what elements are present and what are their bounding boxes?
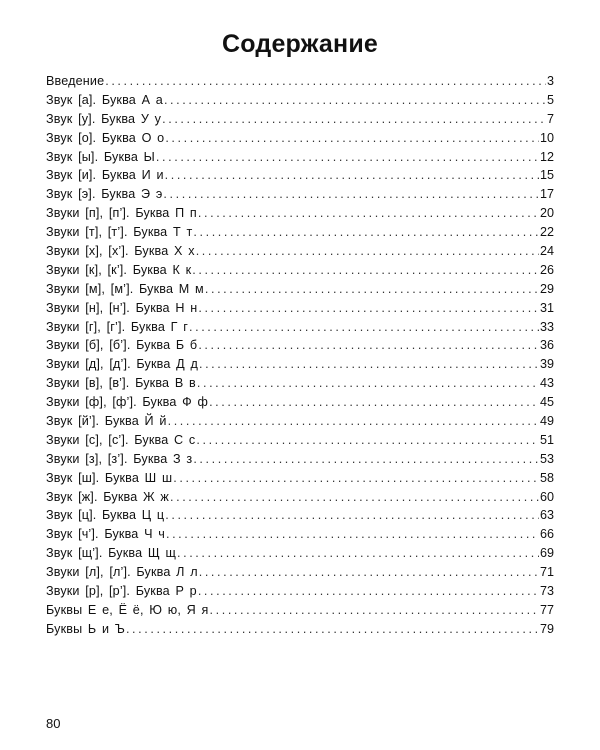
toc-entry-page: 51	[539, 432, 554, 447]
toc-entry-page: 17	[539, 187, 554, 202]
dot-leader	[198, 299, 539, 318]
toc-entry-page: 12	[539, 149, 554, 164]
toc-entry	[46, 620, 554, 639]
toc-entry	[46, 355, 554, 374]
toc-entry	[46, 525, 554, 544]
toc-entry	[46, 280, 554, 299]
dot-leader	[196, 431, 539, 450]
toc-entry	[46, 582, 554, 601]
page-title: Содержание	[221, 30, 379, 58]
dot-leader	[166, 525, 539, 544]
toc-entry-page: 49	[539, 414, 554, 429]
toc-entry-label: Звуки [б], [б’]. Буква Б б	[46, 338, 198, 353]
toc-entry	[46, 72, 554, 91]
dot-leader	[210, 601, 539, 620]
toc-entry-page: 77	[539, 602, 554, 617]
toc-entry	[46, 242, 554, 261]
dot-leader	[173, 469, 539, 488]
dot-leader	[177, 544, 539, 563]
toc-entry-page: 43	[539, 376, 554, 391]
dot-leader	[199, 355, 539, 374]
toc-entry	[46, 431, 554, 450]
dot-leader	[192, 261, 539, 280]
toc-entry-label: Звуки [в], [в’]. Буква В в	[46, 376, 196, 391]
toc-entry-label: Звуки [н], [н’]. Буква Н н	[46, 300, 198, 315]
toc-entry	[46, 185, 554, 204]
toc-entry-label: Звуки [г], [г’]. Буква Г г	[46, 319, 188, 334]
toc-entry-page: 79	[539, 621, 554, 636]
toc-entry	[46, 91, 554, 110]
toc-entry-label: Звуки [ф], [ф’]. Буква Ф ф	[46, 395, 209, 410]
toc-entry	[46, 544, 554, 563]
toc-entry-page: 53	[539, 451, 554, 466]
toc-entry	[46, 336, 554, 355]
toc-entry-label: Звуки [л], [л’]. Буква Л л	[46, 565, 198, 580]
toc-entry-page: 39	[539, 357, 554, 372]
toc-entry	[46, 450, 554, 469]
dot-leader	[165, 506, 539, 525]
toc-entry-label: Звуки [з], [з’]. Буква З з	[46, 451, 193, 466]
toc-entry-page: 60	[539, 489, 554, 504]
toc-entry-page: 5	[546, 92, 554, 107]
dot-leader	[162, 110, 546, 129]
toc-entry	[46, 601, 554, 620]
dot-leader	[165, 166, 539, 185]
dot-leader	[205, 280, 539, 299]
toc-entry-page: 7	[546, 111, 554, 126]
toc-entry-label: Звук [ж]. Буква Ж ж	[46, 489, 169, 504]
dot-leader	[189, 318, 539, 337]
toc-entry-page: 63	[539, 508, 554, 523]
toc-entry-page: 3	[546, 74, 554, 88]
toc-entry	[46, 166, 554, 185]
dot-leader	[209, 393, 539, 412]
toc-entry	[46, 563, 554, 582]
dot-leader	[126, 620, 539, 639]
toc-entry-label: Звук [и]. Буква И и	[46, 168, 164, 183]
toc-entry-page: 10	[539, 130, 554, 145]
toc-entry	[46, 318, 554, 337]
toc-entry-page: 36	[539, 338, 554, 353]
dot-leader	[199, 563, 539, 582]
toc-entry-page: 24	[539, 244, 554, 259]
toc-entry	[46, 393, 554, 412]
toc-entry	[46, 412, 554, 431]
dot-leader	[198, 336, 539, 355]
toc-entry-label: Звук [э]. Буква Э э	[46, 187, 163, 202]
toc-entry-label: Звуки [п], [п’]. Буква П п	[46, 206, 197, 221]
toc-entry-page: 22	[539, 225, 554, 240]
dot-leader	[168, 412, 539, 431]
toc-entry	[46, 129, 554, 148]
toc-entry-label: Звук [у]. Буква У у	[46, 111, 162, 126]
dot-leader	[105, 72, 546, 91]
dot-leader	[198, 582, 539, 601]
toc-entry-page: 20	[539, 206, 554, 221]
toc-entry-page: 66	[539, 527, 554, 542]
toc-entry	[46, 110, 554, 129]
toc-entry-label: Звуки [с], [с’]. Буква С с	[46, 432, 196, 447]
toc-entry	[46, 506, 554, 525]
table-of-contents	[46, 72, 554, 639]
toc-entry-label: Введение	[46, 74, 105, 88]
toc-entry	[46, 374, 554, 393]
toc-entry-label: Звук [ш]. Буква Ш ш	[46, 470, 173, 485]
toc-entry	[46, 488, 554, 507]
toc-entry-label: Буквы Ь и Ъ	[46, 621, 125, 636]
toc-entry-label: Звук [ы]. Буква Ы	[46, 149, 155, 164]
toc-entry-label: Буквы Е е, Ё ё, Ю ю, Я я	[46, 602, 209, 617]
toc-entry-page: 58	[539, 470, 554, 485]
dot-leader	[198, 204, 539, 223]
dot-leader	[196, 242, 539, 261]
dot-leader	[170, 488, 539, 507]
toc-entry-page: 73	[539, 584, 554, 599]
toc-entry-label: Звуки [х], [х’]. Буква Х х	[46, 244, 195, 259]
toc-entry	[46, 204, 554, 223]
toc-entry-page: 29	[539, 281, 554, 296]
toc-entry-label: Звуки [к], [к’]. Буква К к	[46, 262, 192, 277]
toc-entry-label: Звук [а]. Буква А а	[46, 92, 163, 107]
toc-entry	[46, 261, 554, 280]
toc-entry-page: 15	[539, 168, 554, 183]
toc-entry-label: Звук [щ’]. Буква Щ щ	[46, 546, 176, 561]
dot-leader	[193, 450, 539, 469]
toc-entry-page: 71	[539, 565, 554, 580]
dot-leader	[197, 374, 539, 393]
dot-leader	[193, 223, 539, 242]
toc-entry	[46, 148, 554, 167]
toc-entry-label: Звук [о]. Буква О о	[46, 130, 165, 145]
dot-leader	[164, 91, 546, 110]
toc-entry-label: Звук [й’]. Буква Й й	[46, 414, 167, 429]
toc-entry-label: Звук [ч’]. Буква Ч ч	[46, 527, 165, 542]
toc-entry	[46, 469, 554, 488]
toc-entry-page: 33	[539, 319, 554, 334]
toc-entry-page: 31	[539, 300, 554, 315]
toc-entry	[46, 223, 554, 242]
toc-entry-label: Звуки [р], [р’]. Буква Р р	[46, 584, 197, 599]
dot-leader	[156, 148, 539, 167]
toc-entry-label: Звуки [м], [м’]. Буква М м	[46, 281, 204, 296]
toc-entry-label: Звуки [д], [д’]. Буква Д д	[46, 357, 198, 372]
toc-entry-label: Звук [ц]. Буква Ц ц	[46, 508, 165, 523]
page-number: 80	[46, 716, 61, 731]
toc-entry-label: Звуки [т], [т’]. Буква Т т	[46, 225, 193, 240]
dot-leader	[163, 185, 539, 204]
toc-entry-page: 69	[539, 546, 554, 561]
toc-entry-page: 26	[539, 262, 554, 277]
dot-leader	[165, 129, 539, 148]
toc-entry-page: 45	[539, 395, 554, 410]
toc-entry	[46, 299, 554, 318]
